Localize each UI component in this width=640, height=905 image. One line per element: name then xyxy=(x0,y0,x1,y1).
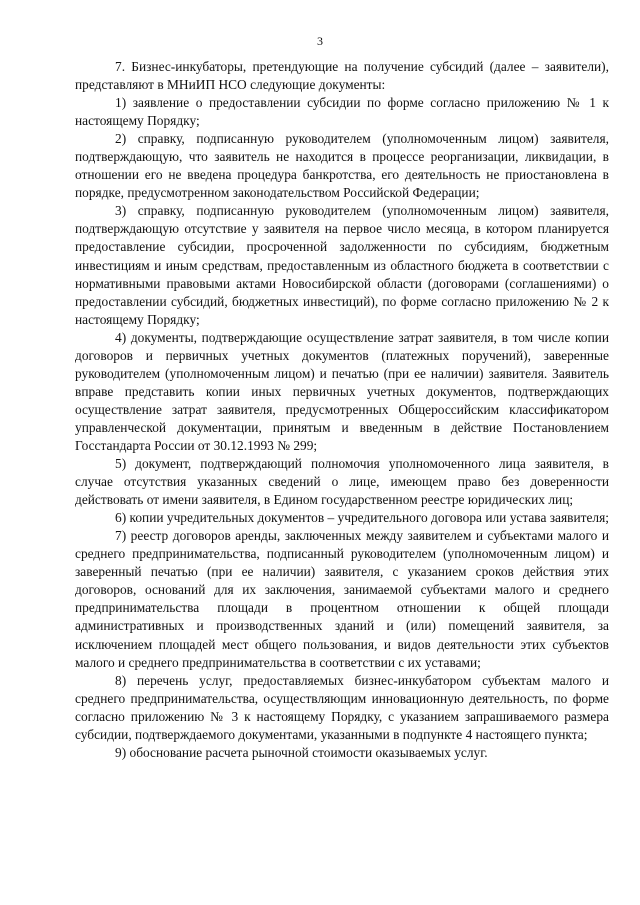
list-item-lease-register: 7) реестр договоров аренды, заключенных между заявителем и субъектами малого и среднего предпринимательства, подписанный руководителем (уполномоченным лицом) и заверенный печатью (при ее наличии) заявителя, с указанием сроков действия этих договоров, оснований для их заключения, занимаемой субъектами малого и среднего предпринимательства площади в процентном отношении к общей площади административных и производственных зданий и (или) помещений заявителя, за исключением площадей мест общего пользования, и видов деятельности этих субъектов малого и среднего предпринимательства в соответствии с их уставами; xyxy=(75,528,609,670)
list-item-no-reorganization-certificate: 2) справку, подписанную руководителем (уполномоченным лицом) заявителя, подтверждающую, что заявитель не находится в процессе реорганизации, ликвидации, в отношении его не введена процедура банкротства, его деятельность не приостановлена в порядке, предусмотренном законодательством Российской Федерации; xyxy=(75,131,609,201)
list-item-authority-document: 5) документ, подтверждающий полномочия уполномоченного лица заявителя, в случае отсутствия указанных сведений о лице, имеющем право без доверенности действовать от имени заявителя, в Едином государственном реестре юридических лиц; xyxy=(75,456,609,508)
page-number: 3 xyxy=(317,34,323,48)
list-item-founding-documents: 6) копии учредительных документов – учредительного договора или устава заявителя; xyxy=(115,510,609,526)
list-item-market-value-justification: 9) обоснование расчета рыночной стоимости оказываемых услуг. xyxy=(115,744,488,760)
list-item-expense-documents: 4) документы, подтверждающие осуществление затрат заявителя, в том числе копии договоров и первичных учетных документов (платежных поручений), заверенные руководителем (уполномоченным лицом) и печатью (при ее наличии) заявителя. Заявитель вправе представить копии иных первичных учетных документов, подтверждающих осуществление затрат заявителя, предусмотренных Общероссийским классификатором управленческой документации, принятым и введенным в действие Постановлением Госстандарта России от 30.12.1993 № 299; xyxy=(75,329,609,453)
list-item-services-list: 8) перечень услуг, предоставляемых бизнес-инкубатором субъектам малого и среднего предпринимательства, осуществляющим инновационную деятельность, по форме согласно приложению № 3 к настоящему Порядку, с указанием запрашиваемого размера субсидии, подтверждаемого документами, указанными в подпункте 4 настоящего пункта; xyxy=(75,672,609,742)
document-body xyxy=(75,58,609,762)
paragraph-item-7-intro: 7. Бизнес-инкубаторы, претендующие на получение субсидий (далее – заявители), представляют в МНиИП НСО следующие документы: xyxy=(75,59,609,93)
list-item-no-debt-certificate: 3) справку, подписанную руководителем (уполномоченным лицом) заявителя, подтверждающую отсутствие у заявителя на первое число месяца, в котором планируется предоставление субсидии, просроченной задолженности по субсидиям, бюджетным инвестициям и иным средствам, предоставленным из областного бюджета в соответствии с нормативными правовыми актами Новосибирской области (договорами (соглашениями) о предоставлении субсидий, бюджетных инвестиций), по форме согласно приложению № 2 к настоящему Порядку; xyxy=(75,203,609,327)
list-item-application: 1) заявление о предоставлении субсидии по форме согласно приложению № 1 к настоящему Порядку; xyxy=(75,95,609,129)
